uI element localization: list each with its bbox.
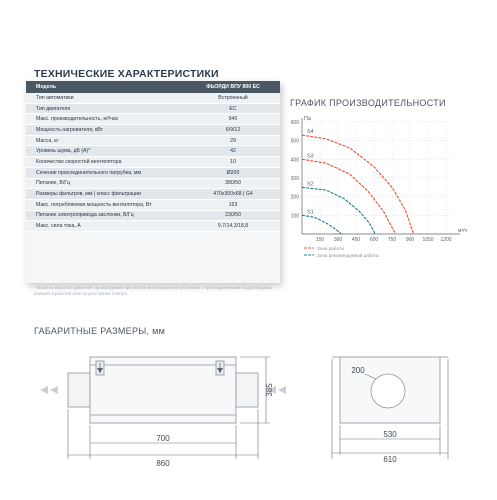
x-tick-label: 1200	[440, 237, 452, 243]
param-value: 163	[228, 201, 238, 208]
dim-length-inner: 700	[156, 434, 170, 443]
param-name: Тип автоматики	[36, 94, 74, 101]
param-value: 29	[230, 137, 236, 144]
x-tick-label: 450	[351, 237, 361, 243]
table-row	[26, 200, 280, 211]
table-row	[26, 189, 280, 200]
param-value: 940	[228, 116, 238, 123]
series-label: S3	[307, 153, 314, 160]
x-tick-label: 300	[333, 237, 343, 243]
x-tick-label: 150	[315, 237, 325, 243]
series-label: S1	[307, 209, 314, 216]
dimension-drawing	[0, 335, 497, 500]
x-tick-label: 600	[369, 237, 379, 243]
param-name: Макс. сила тока, А	[36, 223, 81, 230]
dim-diameter: 200	[351, 366, 365, 375]
legend-label: Зона работы	[317, 246, 345, 251]
spec-table-body	[26, 93, 280, 232]
param-name: Размеры фильтров, мм | класс фильтрации	[36, 191, 141, 198]
performance-chart	[280, 110, 470, 260]
param-name: Мощность нагревателя, кВт	[36, 126, 103, 133]
series-label: S2	[307, 181, 314, 188]
series-line	[302, 159, 396, 234]
header-model-label: Модель	[36, 84, 57, 90]
table-row	[26, 125, 280, 136]
param-value: 42	[230, 148, 236, 155]
airflow-in-arrows	[40, 386, 58, 394]
performance-chart-svg	[280, 110, 470, 260]
dim-width-inner: 530	[383, 430, 397, 439]
series-label: S4	[307, 129, 314, 136]
chart-title: ГРАФИК ПРОИЗВОДИТЕЛЬНОСТИ	[290, 98, 446, 108]
x-tick-label: 1050	[422, 237, 434, 243]
dimensions-title: ГАБАРИТНЫЕ РАЗМЕРЫ, мм	[34, 326, 166, 336]
table-row	[26, 179, 280, 190]
dim-length-total: 860	[156, 459, 170, 468]
param-name: Уровень шума, дБ (А)*	[36, 148, 91, 155]
dim-width-total: 610	[383, 455, 397, 464]
param-value: 230/50	[225, 212, 241, 219]
param-name: Количество скоростей вентилятора	[36, 158, 122, 165]
y-tick-label: 600	[290, 120, 299, 126]
param-value: 470x300x68 | G4	[213, 191, 253, 198]
header-model-value: ФЬОРДИ ВПУ 800 ЕС	[206, 84, 260, 90]
table-row	[26, 211, 280, 222]
param-value: Ø200	[226, 169, 240, 176]
y-tick-label: 300	[290, 176, 299, 182]
param-value: 380/50	[225, 180, 241, 187]
front-view	[332, 357, 448, 423]
y-tick-label: 200	[290, 194, 299, 201]
y-tick-label: 500	[290, 138, 299, 145]
param-name: Макс. потребляемая мощность вентилятора, Вт	[36, 201, 152, 208]
spec-table-header	[26, 81, 280, 93]
legend-label: Зона рекомендуемой работы	[317, 253, 380, 258]
table-row	[26, 157, 280, 168]
param-value: 10	[230, 158, 236, 165]
x-axis-label: м³/ч	[458, 228, 468, 234]
table-row	[26, 114, 280, 125]
table-row	[26, 136, 280, 147]
param-name: Макс. производительность, м³/час	[36, 116, 119, 123]
param-value: EC	[229, 105, 237, 112]
y-tick-label: 100	[290, 213, 299, 220]
x-tick-label: 900	[405, 237, 415, 243]
table-row	[26, 221, 280, 232]
y-tick-label: 400	[290, 157, 299, 164]
param-name: Масса, кг	[36, 137, 59, 144]
table-row	[26, 146, 280, 157]
param-value: 6/9/12	[225, 126, 241, 133]
footnote: * Уровень звукового давления, производимый при работе вентиляционной установки с присоединенными воздуховодами, измерен в рабочей зоне на расстоянии 3 метра.	[34, 285, 273, 296]
table-row	[26, 93, 280, 104]
table-row	[26, 104, 280, 115]
spec-table	[26, 81, 280, 283]
x-tick-label: 750	[387, 237, 397, 243]
y-axis-label: Па	[304, 116, 312, 122]
table-row	[26, 168, 280, 179]
param-value: 9,7/14,3/18,8	[217, 223, 249, 230]
param-name: Тип двигателя	[36, 105, 71, 112]
dim-height: 385	[265, 383, 274, 397]
param-name: Питание, В/Гц	[36, 180, 71, 187]
param-name: Питание электропривода заслонки, В/Гц	[36, 212, 134, 219]
section-title: ТЕХНИЧЕСКИЕ ХАРАКТЕРИСТИКИ	[34, 68, 219, 80]
param-name: Сечение присоединительного патрубка, мм	[36, 169, 142, 176]
series-line	[302, 215, 342, 234]
side-view	[68, 357, 258, 423]
param-value: Встроенный	[218, 94, 248, 101]
